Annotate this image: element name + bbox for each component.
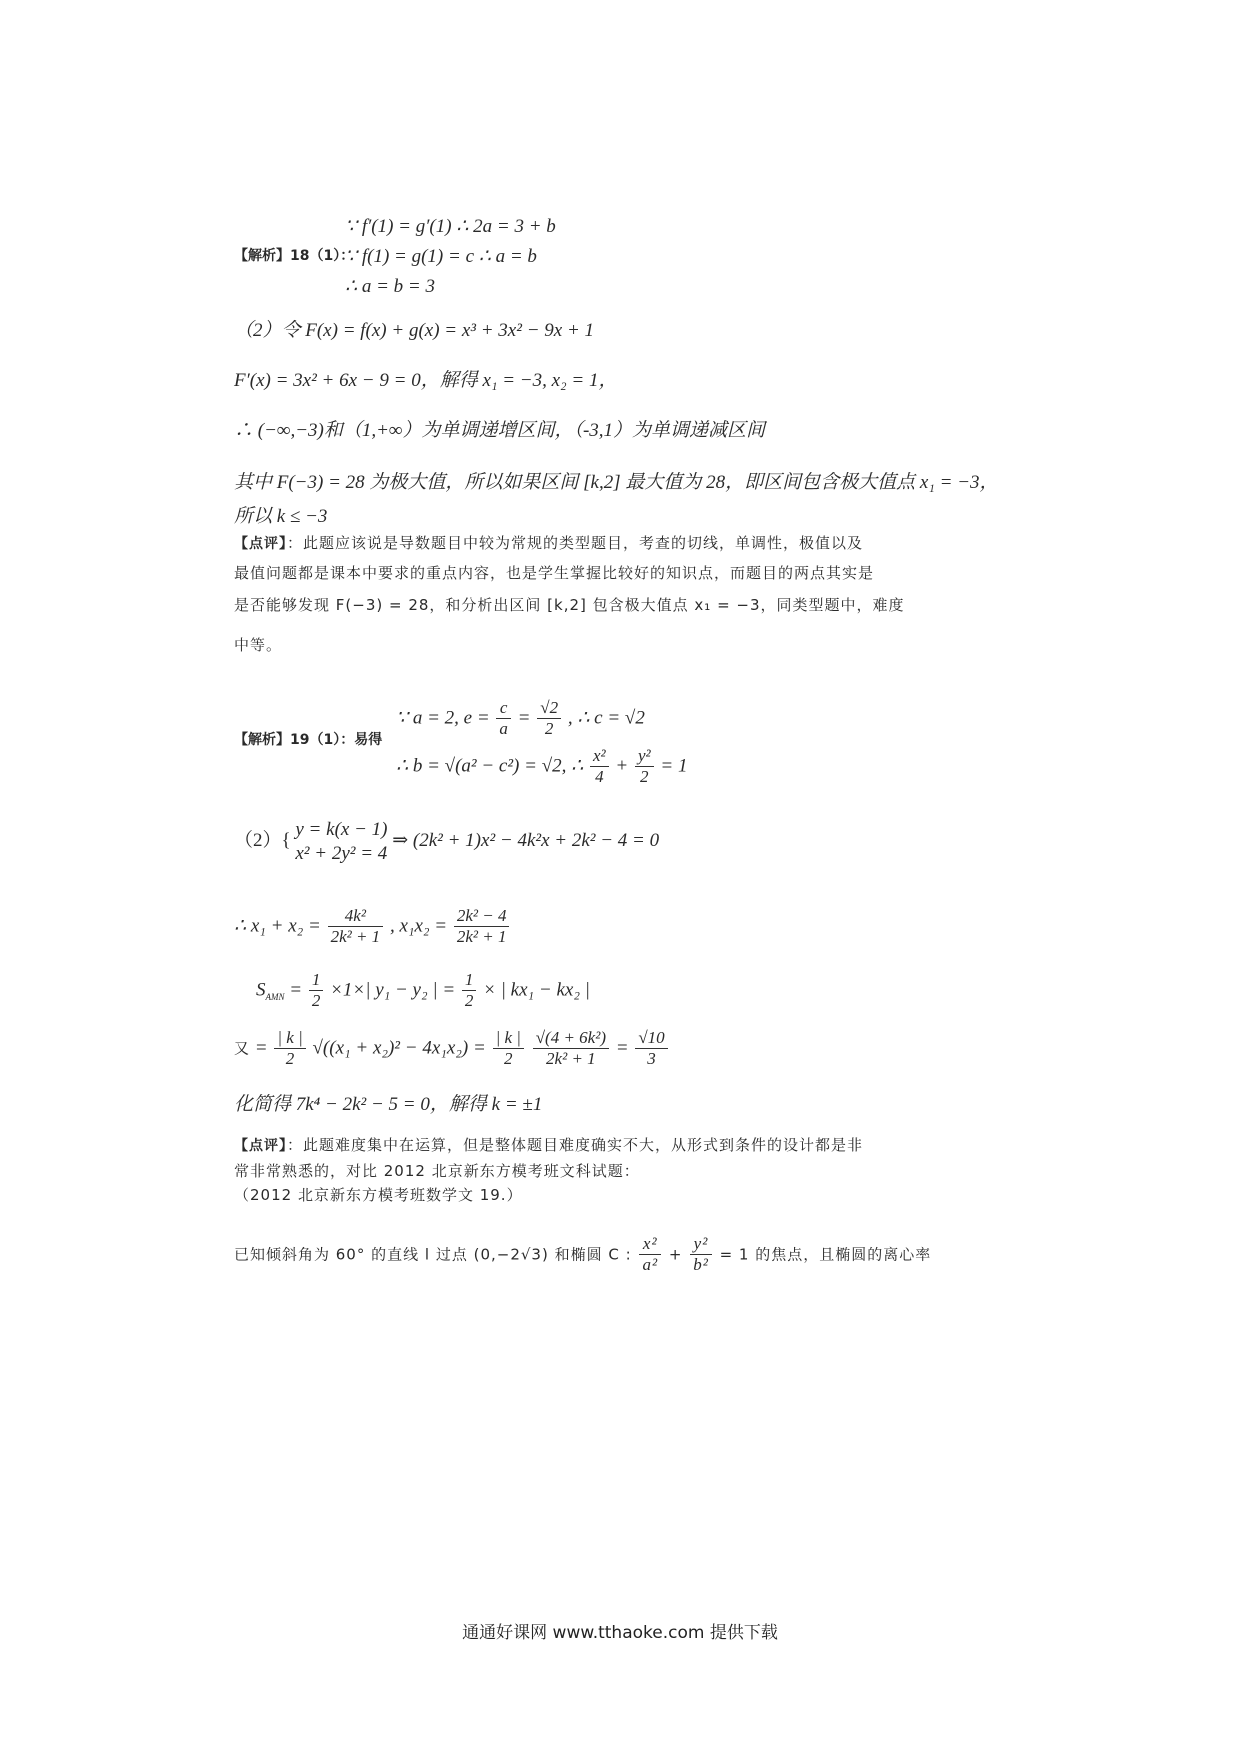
frac-num: | k | [493, 1028, 524, 1049]
q18-review-4: 中等。 [234, 636, 283, 654]
q19-tag: 【解析】19（1）：易得 [234, 732, 383, 748]
frac-den: 2 [504, 1049, 513, 1069]
frac-den: 2 [544, 719, 554, 739]
q18-line-1: ∵ f′(1) = g′(1) ∴ 2a = 3 + b [345, 216, 556, 237]
q19-s2-a: = [254, 1037, 268, 1059]
q19-you: 又 [234, 1039, 251, 1058]
q19-last-b: = 1 的焦点，且椭圆的离心率 [719, 1245, 932, 1264]
q19-review-3: （2012 北京新东方模考班数学文 19.） [234, 1186, 523, 1204]
q19-p2-label: （2）{ [234, 830, 291, 852]
area-symbol: S [256, 979, 266, 1001]
q19-l1-b: , ∴ c = √2 [567, 707, 645, 729]
area-subscript: AMN [265, 992, 285, 1003]
frac-den: 2 [311, 991, 321, 1011]
q19-p3-a: ∴ x₁ + x₂ = [234, 915, 321, 937]
q19-review-2: 常非常熟悉的，对比 2012 北京新东方模考班文科试题： [234, 1162, 640, 1180]
q18-derivative: F′(x) = 3x² + 6x − 9 = 0，解得 x₁ = −3, x₂ = 1， [234, 370, 618, 391]
frac-den: 2k² + 1 [456, 927, 507, 947]
frac-num: x² [590, 746, 609, 767]
frac-den: a [499, 719, 508, 739]
system-eq-2: x² + 2y² = 4 [295, 842, 388, 864]
frac-num: c [496, 698, 511, 719]
fraction-x2-over-a2 [639, 1234, 661, 1276]
q19-l2-b: = 1 [660, 755, 688, 777]
frac-den: 2 [285, 1049, 295, 1069]
fraction-c-over-a [496, 698, 511, 740]
frac-den: 2k² + 1 [330, 927, 381, 947]
frac-num: 1 [309, 970, 324, 991]
q18-review-1 [234, 534, 863, 553]
frac-num: 1 [462, 970, 477, 991]
q18-conclusion: 所以 k ≤ −3 [234, 506, 328, 527]
fraction-half [309, 970, 324, 1012]
frac-num: y² [690, 1234, 712, 1255]
frac-den: 2 [640, 767, 649, 787]
q19-line-2 [396, 746, 687, 788]
q19-area-simplified [234, 1028, 670, 1070]
fraction-x2-over-4 [590, 746, 609, 788]
frac-den: 3 [647, 1049, 656, 1069]
review-tag: 【点评】 [234, 536, 287, 552]
frac-den: a² [642, 1255, 659, 1275]
q19-s1-d: × | kx₁ − kx₂ | [483, 979, 590, 1001]
q18-tag: 【解析】18（1）： [234, 248, 355, 264]
plus: + [668, 1245, 683, 1264]
frac-den: 2 [464, 991, 474, 1011]
frac-num: x² [639, 1234, 661, 1255]
fraction-root-expr [533, 1028, 609, 1070]
equals: = [517, 707, 531, 729]
q18-maximum: 其中 F(−3) = 28 为极大值，所以如果区间 [k,2] 最大值为 28，即区间包含极大值点 x₁ = −3， [234, 472, 999, 493]
fraction-absk-over-2-b [493, 1028, 524, 1070]
q19-vieta [234, 906, 511, 948]
equation-system [295, 818, 387, 866]
q19-l1-a: ∵ a = 2, e = [396, 707, 490, 729]
q19-s2-c: = [615, 1037, 629, 1059]
q19-s2-b: √((x₁ + x₂)² − 4x₁x₂) = [312, 1037, 486, 1059]
q19-system [234, 818, 659, 866]
q19-p3-b: , x₁x₂ = [389, 915, 448, 937]
fraction-sum [328, 906, 384, 948]
q19-problem-statement [234, 1234, 931, 1276]
system-eq-1: y = k(x − 1) [295, 819, 388, 840]
q19-solution: 化简得 7k⁴ − 2k² − 5 = 0，解得 k = ±1 [234, 1094, 543, 1115]
frac-num: y² [635, 746, 654, 767]
review-tag: 【点评】 [234, 1138, 287, 1154]
q18-review-text-1: ：此题应该说是导数题目中较为常规的类型题目，考查的切线，单调性，极值以及 [287, 534, 864, 552]
frac-den: 4 [595, 767, 604, 787]
q19-p2-result: ⇒ (2k² + 1)x² − 4k²x + 2k² − 4 = 0 [392, 830, 660, 852]
frac-num: √2 [537, 698, 561, 719]
frac-num: 2k² − 4 [454, 906, 510, 927]
fraction-y2-over-2 [635, 746, 654, 788]
q18-intervals: ∴ (−∞,−3)和（1,+∞）为单调递增区间，（-3,1）为单调递减区间 [234, 420, 766, 441]
q18-review-3: 是否能够发现 F(−3) = 28，和分析出区间 [k,2] 包含极大值点 x₁ = −3，同类型题中，难度 [234, 596, 905, 614]
fraction-product [454, 906, 510, 948]
q19-l2-a: ∴ b = √(a² − c²) = √2, ∴ [396, 755, 584, 777]
plus: + [615, 755, 629, 777]
q19-review-1 [234, 1136, 863, 1155]
fraction-absk-over-2 [274, 1028, 305, 1070]
q19-area [256, 970, 590, 1012]
page-footer: 通通好课网 www.tthaoke.com 提供下载 [462, 1623, 778, 1643]
q18-line-2: ∵ f(1) = g(1) = c ∴ a = b [345, 246, 537, 267]
q19-last-a: 已知倾斜角为 60° 的直线 l 过点 (0,−2√3) 和椭圆 C : [234, 1245, 632, 1264]
fraction-root2-over-2 [537, 698, 561, 740]
fraction-root10-over-3 [635, 1028, 667, 1070]
frac-den: b² [693, 1255, 709, 1275]
frac-num: | k | [274, 1028, 305, 1049]
q19-line-1 [396, 698, 645, 740]
frac-num: 4k² [328, 906, 384, 927]
q18-line-3: ∴ a = b = 3 [345, 276, 435, 297]
fraction-y2-over-b2 [690, 1234, 712, 1276]
q18-part2: （2）令 F(x) = f(x) + g(x) = x³ + 3x² − 9x + 1 [234, 320, 595, 341]
frac-num: √10 [635, 1028, 667, 1049]
frac-den: 2k² + 1 [546, 1049, 596, 1069]
frac-num: √(4 + 6k²) [533, 1028, 609, 1049]
fraction-half-2 [462, 970, 477, 1012]
q19-review-text-1: ：此题难度集中在运算，但是整体题目难度确实不大，从形式到条件的设计都是非 [287, 1136, 864, 1154]
q19-s1-c: ×1×| y₁ − y₂ | = [330, 979, 456, 1001]
q18-review-2: 最值问题都是课本中要求的重点内容，也是学生掌握比较好的知识点，而题目的两点其实是 [234, 564, 875, 582]
q19-s1-b: = [289, 979, 303, 1001]
